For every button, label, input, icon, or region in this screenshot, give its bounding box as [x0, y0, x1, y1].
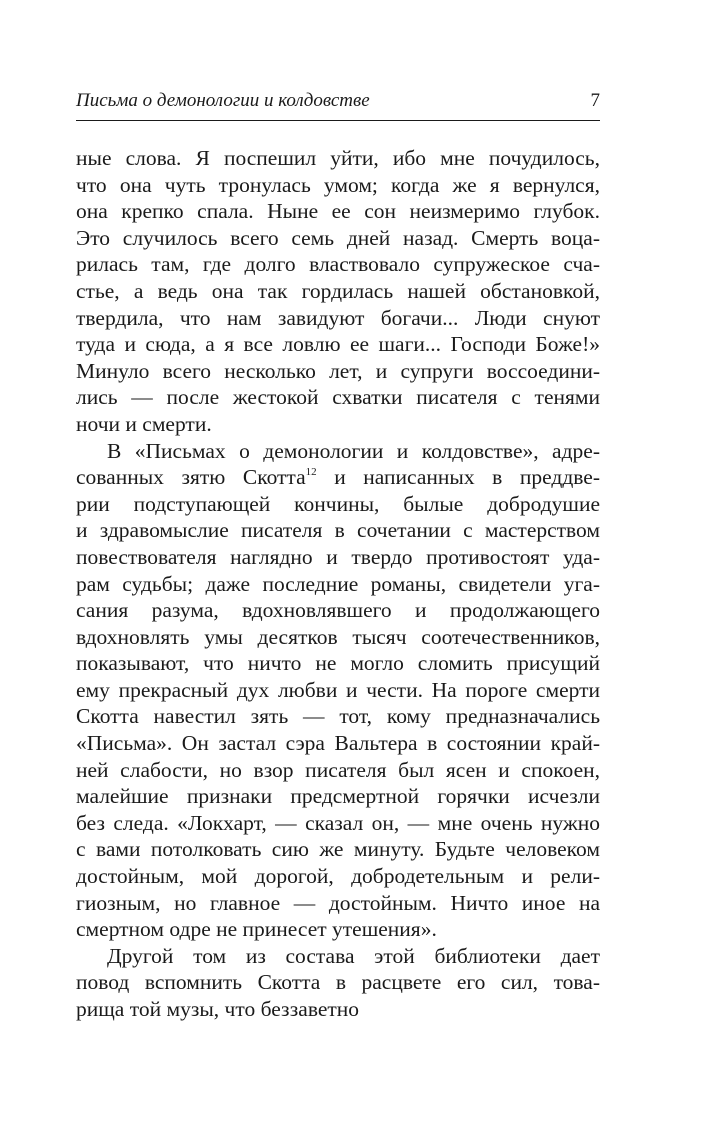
- text-line: рии подступающей кончины, былые добродушие: [76, 491, 600, 516]
- text-line: рища той музы, что беззаветно: [76, 997, 360, 1021]
- text-line: ему прекрасный дух любви и чести. На пороге смерти: [76, 677, 600, 702]
- running-title: Письма о демонологии и колдовстве: [76, 90, 370, 111]
- text-line: сания разума, вдохновлявшего и продолжающего: [76, 598, 600, 623]
- text-line: твердила, что нам завидуют богачи... Люди снуют: [76, 305, 600, 330]
- text-line: стье, а ведь она так гордилась нашей обстановкой,: [76, 278, 600, 303]
- text-line: В «Письмах о демонологии и колдовстве», адре-: [107, 438, 600, 463]
- text-fragment: и написанных в преддве-: [316, 465, 600, 490]
- text-line-with-footnote: [76, 464, 600, 491]
- text-line: повествователя наглядно и твердо противостоят уда-: [76, 544, 600, 569]
- text-line: что она чуть тронулась умом; когда же я вернулся,: [76, 172, 600, 197]
- text-fragment: сованных зятю Скотта: [76, 465, 306, 490]
- text-line: она крепко спала. Ныне ее сон неизмеримо глубок.: [76, 199, 600, 224]
- text-line: ночи и смерти.: [76, 411, 212, 436]
- page-number: 7: [590, 90, 600, 111]
- text-line: Другой том из состава этой библиотеки дает: [107, 943, 600, 968]
- text-line: «Письма». Он застал сэра Вальтера в состоянии край-: [76, 731, 600, 756]
- text-line: без следа. «Локхарт, — сказал он, — мне очень нужно: [76, 810, 600, 835]
- text-line: малейшие признаки предсмертной горячки исчезли: [76, 784, 600, 809]
- text-line: ней слабости, но взор писателя был ясен и спокоен,: [76, 757, 600, 782]
- text-line: ные слова. Я поспешил уйти, ибо мне почудилось,: [76, 146, 600, 170]
- text-line: и здравомыслие писателя в сочетании с мастерством: [76, 518, 600, 543]
- text-line: вдохновлять умы десятков тысяч соотечественников,: [76, 624, 600, 649]
- text-line: рилась там, где долго властвовало супружеское сча-: [76, 252, 600, 277]
- body-text: [76, 145, 600, 1023]
- text-line: туда и сюда, а я все ловлю ее шаги... Господи Боже!»: [76, 332, 600, 357]
- text-line: Скотта навестил зять — тот, кому предназначались: [76, 704, 600, 729]
- text-line: смертном одре не принесет утешения».: [76, 917, 437, 942]
- running-header: [76, 90, 600, 121]
- text-line: рам судьбы; даже последние романы, свидетели уга-: [76, 571, 600, 596]
- text-line: показывают, что ничто не могло сломить присущий: [76, 651, 600, 676]
- text-line: Минуло всего несколько лет, и супруги воссоедини-: [76, 358, 600, 383]
- text-line: лись — после жестокой схватки писателя с тенями: [76, 385, 600, 410]
- text-line: достойным, мой дорогой, добродетельным и рели-: [76, 864, 600, 889]
- text-line: гиозным, но главное — достойным. Ничто иное на: [76, 890, 600, 915]
- footnote-marker: 12: [305, 466, 317, 479]
- text-line: повод вспомнить Скотта в расцвете его сил, това-: [76, 970, 600, 995]
- text-line: Это случилось всего семь дней назад. Смерть воца-: [76, 225, 600, 250]
- text-line: с вами потолковать сию же минуту. Будьте человеком: [76, 837, 600, 862]
